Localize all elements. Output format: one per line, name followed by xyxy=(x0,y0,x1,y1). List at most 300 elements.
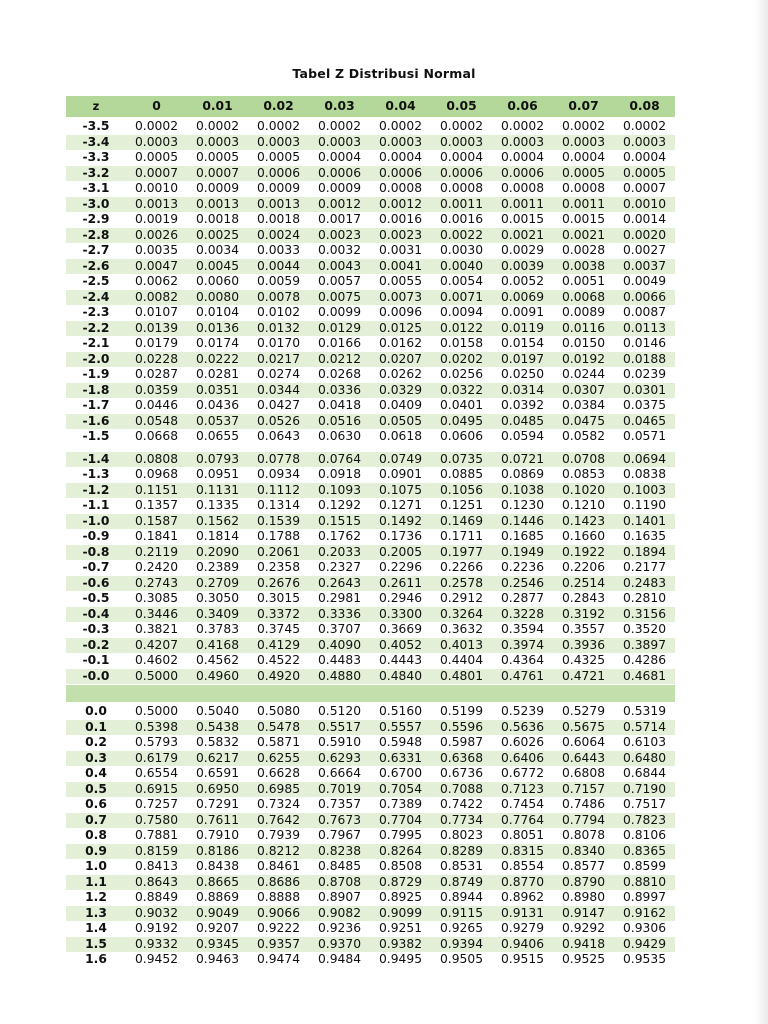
probability-cell: 0.0004 xyxy=(439,150,484,164)
z-value: 1.2 xyxy=(85,890,107,904)
table-row xyxy=(66,735,675,751)
probability-cell: 0.6844 xyxy=(622,766,667,780)
probability-cell: 0.0314 xyxy=(500,382,545,397)
probability-cell: 0.1401 xyxy=(622,513,667,528)
probability-cell: 0.9222 xyxy=(256,921,301,935)
probability-cell: 0.0013 xyxy=(195,196,240,211)
probability-cell: 0.0119 xyxy=(500,320,545,335)
probability-cell: 0.7764 xyxy=(500,812,545,827)
z-value: 1.4 xyxy=(85,921,107,935)
table-row xyxy=(66,720,675,736)
table-row xyxy=(66,212,675,228)
probability-cell: 0.2810 xyxy=(622,591,667,605)
probability-cell: 0.0002 xyxy=(500,119,545,133)
probability-cell: 0.8106 xyxy=(622,828,667,842)
z-value: -0.7 xyxy=(82,560,110,574)
probability-cell: 0.0018 xyxy=(195,212,240,226)
probability-cell: 0.5040 xyxy=(195,704,240,718)
probability-cell: 0.0013 xyxy=(134,196,179,211)
probability-cell: 0.7881 xyxy=(134,828,179,842)
probability-cell: 0.0174 xyxy=(195,336,240,350)
probability-cell: 0.8461 xyxy=(256,859,301,873)
probability-cell: 0.9115 xyxy=(439,905,484,920)
probability-cell: 0.0505 xyxy=(378,413,423,428)
probability-cell: 0.0006 xyxy=(500,165,545,180)
probability-cell: 0.1922 xyxy=(561,544,606,559)
probability-cell: 0.0934 xyxy=(256,467,301,481)
probability-cell: 0.3897 xyxy=(622,637,667,652)
probability-cell: 0.0005 xyxy=(561,165,606,180)
probability-cell: 0.9525 xyxy=(561,952,606,966)
probability-cell: 0.3936 xyxy=(561,637,606,652)
probability-cell: 0.9463 xyxy=(195,952,240,966)
probability-cell: 0.8790 xyxy=(561,874,606,889)
probability-cell: 0.7257 xyxy=(134,797,179,811)
probability-cell: 0.1562 xyxy=(195,513,240,528)
probability-cell: 0.2236 xyxy=(500,560,545,574)
probability-cell: 0.4404 xyxy=(439,653,484,667)
probability-cell: 0.8869 xyxy=(195,890,240,904)
probability-cell: 0.6985 xyxy=(256,781,301,796)
probability-cell: 0.0082 xyxy=(134,289,179,304)
probability-cell: 0.8186 xyxy=(195,843,240,858)
probability-cell: 0.0594 xyxy=(500,429,545,443)
probability-cell: 0.0003 xyxy=(256,134,301,149)
probability-cell: 0.0004 xyxy=(622,150,667,164)
probability-cell: 0.0026 xyxy=(134,227,179,242)
probability-cell: 0.6406 xyxy=(500,750,545,765)
probability-cell: 0.1469 xyxy=(439,513,484,528)
probability-cell: 0.0091 xyxy=(500,305,545,319)
probability-cell: 0.0009 xyxy=(256,181,301,195)
z-value: -1.8 xyxy=(82,382,110,397)
probability-cell: 0.0051 xyxy=(561,274,606,288)
probability-cell: 0.6026 xyxy=(500,735,545,749)
probability-cell: 0.5596 xyxy=(439,719,484,734)
probability-cell: 0.9066 xyxy=(256,905,301,920)
probability-cell: 0.0009 xyxy=(195,181,240,195)
z-value: -2.2 xyxy=(82,320,110,335)
probability-cell: 0.2119 xyxy=(134,544,179,559)
probability-cell: 0.4562 xyxy=(195,653,240,667)
probability-cell: 0.2420 xyxy=(134,560,179,574)
probability-cell: 0.0170 xyxy=(256,336,301,350)
column-header: 0.05 xyxy=(446,99,477,113)
table-row xyxy=(66,483,675,499)
probability-cell: 0.0228 xyxy=(134,351,179,366)
probability-cell: 0.0008 xyxy=(439,181,484,195)
probability-cell: 0.0017 xyxy=(317,212,362,226)
probability-cell: 0.2676 xyxy=(256,575,301,590)
probability-cell: 0.0013 xyxy=(256,196,301,211)
probability-cell: 0.0039 xyxy=(500,258,545,273)
probability-cell: 0.6443 xyxy=(561,750,606,765)
probability-cell: 0.1056 xyxy=(439,482,484,497)
probability-cell: 0.3669 xyxy=(378,622,423,636)
probability-cell: 0.0003 xyxy=(561,134,606,149)
column-header: 0.08 xyxy=(629,99,660,113)
probability-cell: 0.9505 xyxy=(439,952,484,966)
z-value: -3.5 xyxy=(82,119,110,133)
table-row xyxy=(66,352,675,368)
probability-cell: 0.0003 xyxy=(500,134,545,149)
probability-cell: 0.0778 xyxy=(256,451,301,466)
probability-cell: 0.2483 xyxy=(622,575,667,590)
table-row xyxy=(66,290,675,306)
z-value: -2.0 xyxy=(82,351,110,366)
probability-cell: 0.9535 xyxy=(622,952,667,966)
probability-cell: 0.0005 xyxy=(134,150,179,164)
table-row xyxy=(66,243,675,259)
probability-cell: 0.0015 xyxy=(500,212,545,226)
probability-cell: 0.1093 xyxy=(317,482,362,497)
probability-cell: 0.1685 xyxy=(500,529,545,543)
probability-cell: 0.0307 xyxy=(561,382,606,397)
z-value: -1.1 xyxy=(82,498,110,512)
probability-cell: 0.0287 xyxy=(134,367,179,381)
probability-cell: 0.8531 xyxy=(439,859,484,873)
probability-cell: 0.1230 xyxy=(500,498,545,512)
probability-cell: 0.8729 xyxy=(378,874,423,889)
page-edge-shadow xyxy=(754,0,768,1024)
z-value: 0.1 xyxy=(85,719,107,734)
probability-cell: 0.2177 xyxy=(622,560,667,574)
probability-cell: 0.9406 xyxy=(500,936,545,951)
probability-cell: 0.0002 xyxy=(622,119,667,133)
probability-cell: 0.8888 xyxy=(256,890,301,904)
probability-cell: 0.1977 xyxy=(439,544,484,559)
z-value: -0.1 xyxy=(82,653,110,667)
probability-cell: 0.7422 xyxy=(439,797,484,811)
probability-cell: 0.0465 xyxy=(622,413,667,428)
probability-cell: 0.0002 xyxy=(439,119,484,133)
probability-cell: 0.0096 xyxy=(378,305,423,319)
z-value: -3.2 xyxy=(82,165,110,180)
probability-cell: 0.4920 xyxy=(256,668,301,683)
table-row xyxy=(66,704,675,720)
probability-cell: 0.9292 xyxy=(561,921,606,935)
probability-cell: 0.8485 xyxy=(317,859,362,873)
z-value: 0.4 xyxy=(85,766,107,780)
probability-cell: 0.7324 xyxy=(256,797,301,811)
table-row xyxy=(66,766,675,782)
table-row xyxy=(66,321,675,337)
probability-cell: 0.9032 xyxy=(134,905,179,920)
probability-cell: 0.0019 xyxy=(134,212,179,226)
probability-cell: 0.0023 xyxy=(317,227,362,242)
probability-cell: 0.0087 xyxy=(622,305,667,319)
probability-cell: 0.9452 xyxy=(134,952,179,966)
table-row xyxy=(66,797,675,813)
z-value: -1.7 xyxy=(82,398,110,412)
probability-cell: 0.0006 xyxy=(439,165,484,180)
probability-cell: 0.0885 xyxy=(439,467,484,481)
probability-cell: 0.0139 xyxy=(134,320,179,335)
z-value: -2.9 xyxy=(82,212,110,226)
probability-cell: 0.0548 xyxy=(134,413,179,428)
probability-cell: 0.6950 xyxy=(195,781,240,796)
probability-cell: 0.1841 xyxy=(134,529,179,543)
probability-cell: 0.1335 xyxy=(195,498,240,512)
table-row xyxy=(66,859,675,875)
probability-cell: 0.1894 xyxy=(622,544,667,559)
z-value: 0.3 xyxy=(85,750,107,765)
probability-cell: 0.0008 xyxy=(561,181,606,195)
probability-cell: 0.3632 xyxy=(439,622,484,636)
probability-cell: 0.8962 xyxy=(500,890,545,904)
probability-cell: 0.0154 xyxy=(500,336,545,350)
probability-cell: 0.3228 xyxy=(500,606,545,621)
probability-cell: 0.5714 xyxy=(622,719,667,734)
probability-cell: 0.1446 xyxy=(500,513,545,528)
probability-cell: 0.7734 xyxy=(439,812,484,827)
probability-cell: 0.7995 xyxy=(378,828,423,842)
probability-cell: 0.0207 xyxy=(378,351,423,366)
probability-cell: 0.7157 xyxy=(561,781,606,796)
probability-cell: 0.6808 xyxy=(561,766,606,780)
probability-cell: 0.9162 xyxy=(622,905,667,920)
probability-cell: 0.5438 xyxy=(195,719,240,734)
probability-cell: 0.1492 xyxy=(378,513,423,528)
probability-cell: 0.0516 xyxy=(317,413,362,428)
probability-cell: 0.2843 xyxy=(561,591,606,605)
table-row xyxy=(66,150,675,166)
probability-cell: 0.0708 xyxy=(561,451,606,466)
z-value: -3.3 xyxy=(82,150,110,164)
probability-cell: 0.7486 xyxy=(561,797,606,811)
probability-cell: 0.6915 xyxy=(134,781,179,796)
probability-cell: 0.7517 xyxy=(622,797,667,811)
probability-cell: 0.5080 xyxy=(256,704,301,718)
probability-cell: 0.7939 xyxy=(256,828,301,842)
table-row xyxy=(66,259,675,275)
probability-cell: 0.9474 xyxy=(256,952,301,966)
z-value: -0.5 xyxy=(82,591,110,605)
probability-cell: 0.0582 xyxy=(561,429,606,443)
probability-cell: 0.6628 xyxy=(256,766,301,780)
probability-cell: 0.4207 xyxy=(134,637,179,652)
row-gap xyxy=(66,445,675,452)
column-header: 0.06 xyxy=(507,99,538,113)
probability-cell: 0.9147 xyxy=(561,905,606,920)
probability-cell: 0.0003 xyxy=(622,134,667,149)
z-table xyxy=(66,96,675,968)
probability-cell: 0.0062 xyxy=(134,274,179,288)
probability-cell: 0.9515 xyxy=(500,952,545,966)
probability-cell: 0.8159 xyxy=(134,843,179,858)
probability-cell: 0.9382 xyxy=(378,936,423,951)
probability-cell: 0.0009 xyxy=(317,181,362,195)
probability-cell: 0.8925 xyxy=(378,890,423,904)
probability-cell: 0.7673 xyxy=(317,812,362,827)
table-row xyxy=(66,514,675,530)
probability-cell: 0.0006 xyxy=(256,165,301,180)
probability-cell: 0.9429 xyxy=(622,936,667,951)
probability-cell: 0.8997 xyxy=(622,890,667,904)
probability-cell: 0.1515 xyxy=(317,513,362,528)
probability-cell: 0.8944 xyxy=(439,890,484,904)
probability-cell: 0.0129 xyxy=(317,320,362,335)
probability-cell: 0.4602 xyxy=(134,653,179,667)
z-value: 0.8 xyxy=(85,828,107,842)
probability-cell: 0.0808 xyxy=(134,451,179,466)
probability-cell: 0.4840 xyxy=(378,668,423,683)
probability-cell: 0.0052 xyxy=(500,274,545,288)
probability-cell: 0.0034 xyxy=(195,243,240,257)
probability-cell: 0.0003 xyxy=(134,134,179,149)
probability-cell: 0.5793 xyxy=(134,735,179,749)
probability-cell: 0.8643 xyxy=(134,874,179,889)
probability-cell: 0.5199 xyxy=(439,704,484,718)
table-row xyxy=(66,166,675,182)
probability-cell: 0.9207 xyxy=(195,921,240,935)
probability-cell: 0.2877 xyxy=(500,591,545,605)
probability-cell: 0.7123 xyxy=(500,781,545,796)
probability-cell: 0.0537 xyxy=(195,413,240,428)
probability-cell: 0.9279 xyxy=(500,921,545,935)
probability-cell: 0.0116 xyxy=(561,320,606,335)
probability-cell: 0.1736 xyxy=(378,529,423,543)
probability-cell: 0.0256 xyxy=(439,367,484,381)
z-value: -2.4 xyxy=(82,289,110,304)
probability-cell: 0.6664 xyxy=(317,766,362,780)
table-row xyxy=(66,560,675,576)
probability-cell: 0.0418 xyxy=(317,398,362,412)
probability-cell: 0.2061 xyxy=(256,544,301,559)
probability-cell: 0.7190 xyxy=(622,781,667,796)
probability-cell: 0.6255 xyxy=(256,750,301,765)
probability-cell: 0.0040 xyxy=(439,258,484,273)
z-value: -1.0 xyxy=(82,513,110,528)
probability-cell: 0.0069 xyxy=(500,289,545,304)
probability-cell: 0.9495 xyxy=(378,952,423,966)
probability-cell: 0.0132 xyxy=(256,320,301,335)
probability-cell: 0.4960 xyxy=(195,668,240,683)
probability-cell: 0.2327 xyxy=(317,560,362,574)
probability-cell: 0.0793 xyxy=(195,451,240,466)
probability-cell: 0.0075 xyxy=(317,289,362,304)
z-value: 1.0 xyxy=(85,859,107,873)
z-value: -3.0 xyxy=(82,196,110,211)
probability-cell: 0.1075 xyxy=(378,482,423,497)
probability-cell: 0.0037 xyxy=(622,258,667,273)
probability-cell: 0.0668 xyxy=(134,429,179,443)
probability-cell: 0.7454 xyxy=(500,797,545,811)
probability-cell: 0.0446 xyxy=(134,398,179,412)
probability-cell: 0.9251 xyxy=(378,921,423,935)
probability-cell: 0.0764 xyxy=(317,451,362,466)
probability-cell: 0.0005 xyxy=(622,165,667,180)
probability-cell: 0.5239 xyxy=(500,704,545,718)
table-row xyxy=(66,890,675,906)
probability-cell: 0.0011 xyxy=(500,196,545,211)
z-value: -0.6 xyxy=(82,575,110,590)
table-row xyxy=(66,844,675,860)
probability-cell: 0.0838 xyxy=(622,467,667,481)
probability-cell: 0.2643 xyxy=(317,575,362,590)
probability-cell: 0.1190 xyxy=(622,498,667,512)
table-row xyxy=(66,782,675,798)
z-value: -1.2 xyxy=(82,482,110,497)
probability-cell: 0.1762 xyxy=(317,529,362,543)
z-value: 1.6 xyxy=(85,952,107,966)
probability-cell: 0.3707 xyxy=(317,622,362,636)
z-value: -2.1 xyxy=(82,336,110,350)
probability-cell: 0.0146 xyxy=(622,336,667,350)
probability-cell: 0.6554 xyxy=(134,766,179,780)
probability-cell: 0.5557 xyxy=(378,719,423,734)
probability-cell: 0.0032 xyxy=(317,243,362,257)
z-value: 1.5 xyxy=(85,936,107,951)
probability-cell: 0.0007 xyxy=(195,165,240,180)
probability-cell: 0.0158 xyxy=(439,336,484,350)
z-value: 0.2 xyxy=(85,735,107,749)
z-value: 0.0 xyxy=(85,704,107,718)
probability-cell: 0.6103 xyxy=(622,735,667,749)
probability-cell: 0.5832 xyxy=(195,735,240,749)
table-row xyxy=(66,228,675,244)
probability-cell: 0.0006 xyxy=(378,165,423,180)
probability-cell: 0.0089 xyxy=(561,305,606,319)
probability-cell: 0.6179 xyxy=(134,750,179,765)
probability-cell: 0.5517 xyxy=(317,719,362,734)
probability-cell: 0.0274 xyxy=(256,367,301,381)
probability-cell: 0.7967 xyxy=(317,828,362,842)
positive-z-section xyxy=(66,704,675,968)
probability-cell: 0.5279 xyxy=(561,704,606,718)
probability-cell: 0.3821 xyxy=(134,622,179,636)
probability-cell: 0.3783 xyxy=(195,622,240,636)
probability-cell: 0.0004 xyxy=(317,150,362,164)
probability-cell: 0.0044 xyxy=(256,258,301,273)
table-row xyxy=(66,875,675,891)
table-row xyxy=(66,669,675,685)
probability-cell: 0.0029 xyxy=(500,243,545,257)
probability-cell: 0.2090 xyxy=(195,544,240,559)
probability-cell: 0.0027 xyxy=(622,243,667,257)
column-header: 0.01 xyxy=(202,99,233,113)
probability-cell: 0.3264 xyxy=(439,606,484,621)
probability-cell: 0.9418 xyxy=(561,936,606,951)
probability-cell: 0.0018 xyxy=(256,212,301,226)
probability-cell: 0.0735 xyxy=(439,451,484,466)
z-value: -1.6 xyxy=(82,413,110,428)
probability-cell: 0.5478 xyxy=(256,719,301,734)
table-row xyxy=(66,135,675,151)
probability-cell: 0.0055 xyxy=(378,274,423,288)
z-value: 1.3 xyxy=(85,905,107,920)
column-header: 0.02 xyxy=(263,99,294,113)
probability-cell: 0.6331 xyxy=(378,750,423,765)
probability-cell: 0.4286 xyxy=(622,653,667,667)
probability-cell: 0.6736 xyxy=(439,766,484,780)
table-header-row xyxy=(66,96,675,117)
probability-cell: 0.0080 xyxy=(195,289,240,304)
probability-cell: 0.1038 xyxy=(500,482,545,497)
probability-cell: 0.8413 xyxy=(134,859,179,873)
probability-cell: 0.9394 xyxy=(439,936,484,951)
probability-cell: 0.0212 xyxy=(317,351,362,366)
probability-cell: 0.1151 xyxy=(134,482,179,497)
z-value: -1.9 xyxy=(82,367,110,381)
table-row xyxy=(66,414,675,430)
probability-cell: 0.5987 xyxy=(439,735,484,749)
probability-cell: 0.0268 xyxy=(317,367,362,381)
probability-cell: 0.0005 xyxy=(256,150,301,164)
probability-cell: 0.0188 xyxy=(622,351,667,366)
probability-cell: 0.8980 xyxy=(561,890,606,904)
table-row xyxy=(66,937,675,953)
